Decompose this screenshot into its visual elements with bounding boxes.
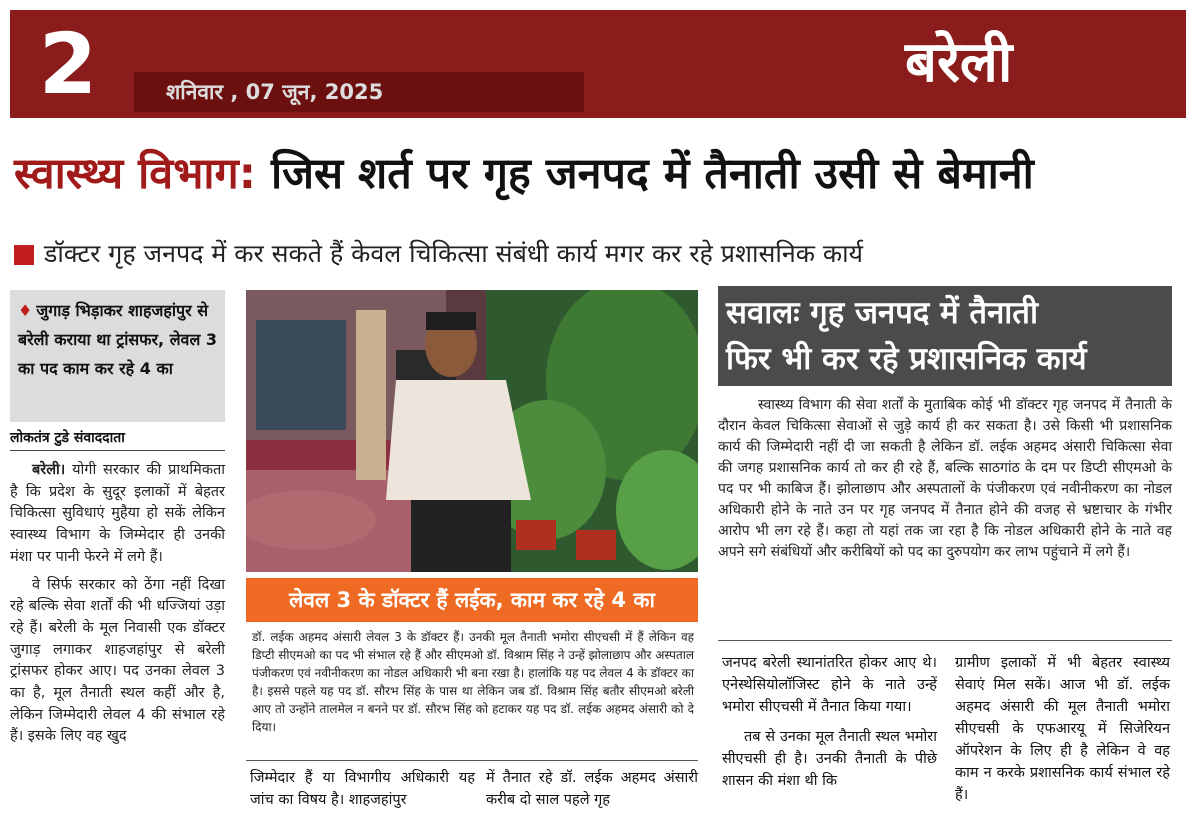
subheadline-text: डॉक्टर गृह जनपद में कर सकते हैं केवल चिकित्सा संबंधी कार्य मगर कर रहे प्रशासनिक कार्य (44, 239, 864, 268)
diamond-bullet-icon: ♦ (18, 301, 33, 320)
divider (246, 760, 698, 761)
question-box-title (726, 290, 1172, 382)
main-headline (14, 142, 1178, 201)
headline-text: जिस शर्त पर गृह जनपद में तैनाती उसी से बेमानी (255, 149, 1034, 199)
highlight-text (18, 296, 218, 383)
divider (718, 640, 1172, 641)
city-section-title: बरेली (905, 30, 1013, 95)
issue-date: शनिवार , 07 जून, 2025 (166, 80, 384, 104)
square-bullet-icon (14, 245, 34, 265)
page-number: 2 (38, 15, 98, 113)
byline: लोकतंत्र टुडे संवाददाता (10, 430, 125, 446)
question-line-1: सवालः गृह जनपद में तैनाती (726, 295, 1039, 331)
paragraph: तब से उनका मूल तैनाती स्थल भमोरा सीएचसी ही है। उनकी तैनाती के पीछे शासन की मंशा थी कि (722, 729, 937, 789)
question-paragraph (718, 395, 1172, 563)
article-column-1 (10, 460, 225, 754)
question-line-2: फिर भी कर रहे प्रशासनिक कार्य (726, 341, 1087, 377)
article-column-4 (722, 652, 937, 800)
divider (10, 450, 225, 451)
dateline: बरेली। (32, 462, 66, 478)
paragraph: वे सिर्फ सरकार को ठेंगा नहीं दिखा रहे बल्कि सेवा शर्तों की भी धज्जियां उड़ा रहे हैं। बरेली के मूल निवासी एक डॉक्टर जुगाड़ लगाकर शाहजहांपुर से बरेली ट्रांसफर होकर आए। पद उनका लेवल 3 का है, मूल तैनाती स्थल कहीं और है, लेकिन जिम्मेदारी लेवल 4 की संभाल रहे हैं। इसके लिए वह खुद (10, 576, 225, 745)
photo-caption-text: डॉ. लईक अहमद अंसारी लेवल 3 के डॉक्टर हैं। उनकी मूल तैनाती भमोरा सीएचसी में हैं लेकिन वह डिप्टी सीएमओ का पद भी संभाल रहे हैं और सीएमओ डॉ. विश्राम सिंह ने उन्हें झोलाछाप और अस्पताल पंजीकरण एवं नवीनीकरण का नोडल अधिकारी भी बना रखा है। हालांकि यह पद लेवल 4 के डॉक्टर का है। इससे पहले यह पद डॉ. सौरभ सिंह के पास था लेकिन जब डॉ. विश्राम सिंह बतौर सीएमओ बरेली आए तो उन्होंने तालमेल न बनने पर डॉ. सौरभ सिंह को हटाकर यह पद डॉ. लईक अहमद अंसारी को दे दिया। (252, 630, 694, 734)
news-photo (246, 290, 698, 572)
paragraph: जनपद बरेली स्थानांतरित होकर आए थे। एनेस्थेसियोलॉजिस्ट होने के नाते उन्हें भमोरा सीएचसी में तैनात किया गया। (722, 655, 937, 715)
photo-caption-banner: लेवल 3 के डॉक्टर हैं लईक, काम कर रहे 4 का (246, 578, 698, 622)
photo-illustration (246, 290, 698, 572)
highlight-text-content: जुगाड़ भिड़ाकर शाहजहांपुर से बरेली कराया था ट्रांसफर, लेवल 3 का पद काम कर रहे 4 का (18, 301, 217, 378)
paragraph: ग्रामीण इलाकों में भी बेहतर स्वास्थ्य सेवाएं मिल सकें। आज भी डॉ. लईक अहमद अंसारी की मूल तैनाती भमोरा सीएचसी के एफआरयू में सिजेरियन ऑपरेशन के लिए ही है लेकिन वे वह काम न करके प्रशासनिक कार्य संभाल रहे हैं। (955, 655, 1170, 803)
article-column-5 (955, 652, 1170, 814)
headline-kicker: स्वास्थ्य विभाग: (14, 149, 256, 199)
article-column-2: जिम्मेदार हैं या विभागीय अधिकारी यह जांच का विषय है। शाहजहांपुर (250, 770, 475, 808)
paragraph: योगी सरकार की प्राथमिकता है कि प्रदेश के सुदूर इलाकों में बेहतर चिकित्सा सुविधाएं मुहैया हो सकें लेकिन स्वास्थ्य विभाग के जिम्मेदार ही उनकी मंशा पर पानी फेरने में लगे हैं। (10, 462, 225, 565)
paragraph: स्वास्थ्य विभाग की सेवा शर्तों के मुताबिक कोई भी डॉक्टर गृह जनपद में तैनाती के दौरान केवल चिकित्सा सेवाओं से जुड़े कार्य ही कर सकता है। उसे किसी भी प्रशासनिक कार्य की जिम्मेदारी नहीं दी जा सकती है लेकिन डॉ. लईक अहमद अंसारी चिकित्सा सेवा की जगह प्रशासनिक कार्य तो कर ही रहे हैं, बल्कि साठगांठ के दम पर डिप्टी सीएमओ के पद पर भी काबिज हैं। झोलाछाप और अस्पतालों के पंजीकरण एवं नवीनीकरण का नोडल अधिकारी होने के नाते उन पर गृह जनपद में तैनात होने की वजह से भ्रष्टाचार के गंभीर आरोप भी लग रहे हैं। कहा तो यहां तक जा रहा है कि नोडल अधिकारी होने के नाते वह अपने सगे संबंधियों और करीबियों को पद का दुरुपयोग कर लाभ पहुंचाने में लगे हैं। (718, 397, 1172, 560)
article-column-3: में तैनात रहे डॉ. लईक अहमद अंसारी करीब दो साल पहले गृह (486, 770, 698, 808)
subheadline (14, 236, 1178, 270)
